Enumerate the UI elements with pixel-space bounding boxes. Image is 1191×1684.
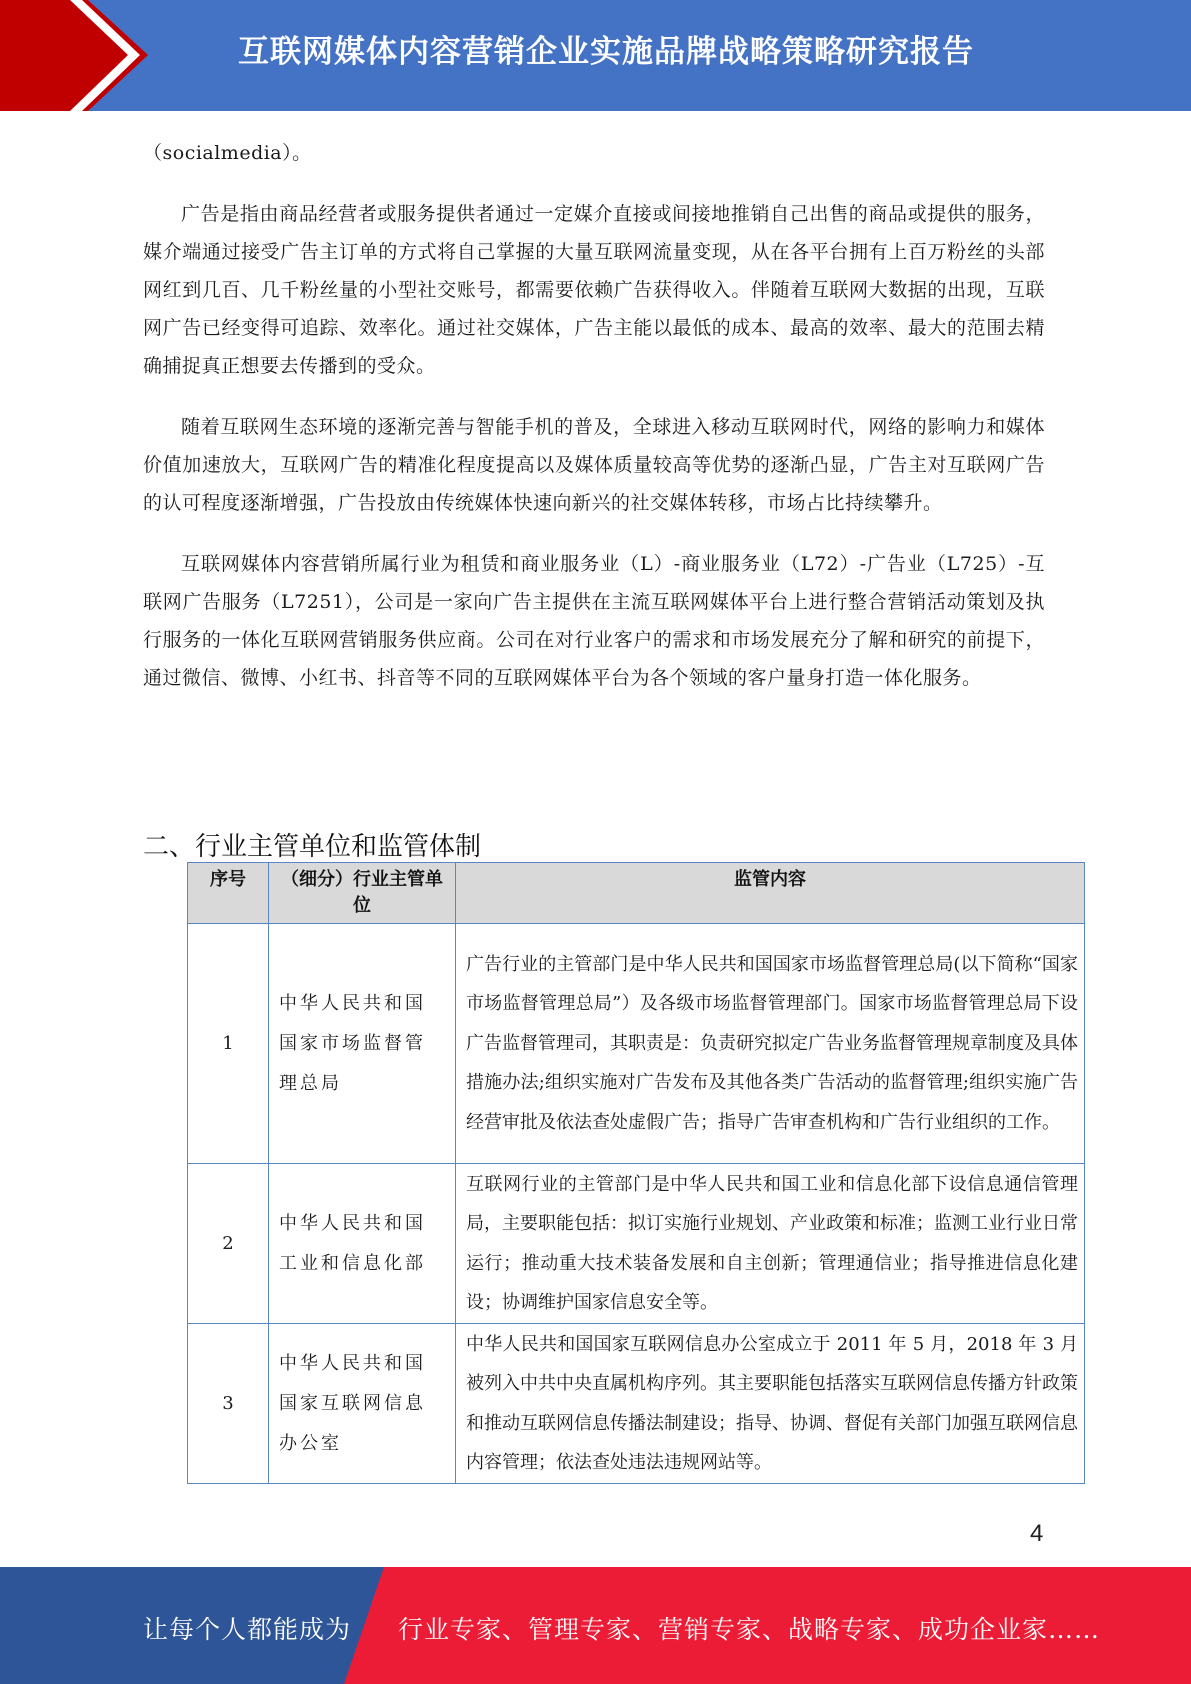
header-cell-content: 监管内容 (456, 863, 1085, 924)
footer-slogan-left: 让每个人都能成为 (143, 1615, 352, 1644)
table-header-row (188, 863, 1085, 924)
table-row (188, 1164, 1085, 1324)
page-footer (0, 1567, 1191, 1684)
paragraph-3: 互联网媒体内容营销所属行业为租赁和商业服务业（L）-商业服务业（L72）-广告业（L725）-互联网广告服务（L7251），公司是一家向广告主提供在主流互联网媒体平台上进行整合营销活动策划及执行服务的一体化互联网营销服务供应商。公司在对行业客户的需求和市场发展充分了解和研究的前提下，通过微信、微博、小红书、抖音等不同的互联网媒体平台为各个领域的客户量身打造一体化服务。 (143, 553, 1045, 689)
row-number: 3 (188, 1324, 269, 1484)
regulatory-table (187, 862, 1085, 1484)
row-content: 中华人民共和国国家互联网信息办公室成立于 2011 年 5 月，2018 年 3 月被列入中共中央直属机构序列。其主要职能包括落实互联网信息传播方针政策和推动互联网信息传播法制建设；指导、协调、督促有关部门加强互联网信息内容管理；依法查处违法违规网站等。 (456, 1324, 1085, 1484)
row-number: 2 (188, 1164, 269, 1324)
header-red-chevron (0, 0, 160, 111)
report-title: 互联网媒体内容营销企业实施品牌战略策略研究报告 (238, 34, 974, 70)
table-row (188, 1324, 1085, 1484)
row-unit: 中华人民共和国工业和信息化部 (269, 1164, 456, 1324)
row-content: 互联网行业的主管部门是中华人民共和国工业和信息化部下设信息通信管理局，主要职能包括：拟订实施行业规划、产业政策和标准；监测工业行业日常运行；推动重大技术装备发展和自主创新；管理通信业；指导推进信息化建设；协调维护国家信息安全等。 (456, 1164, 1085, 1324)
table-row (188, 924, 1085, 1164)
paragraph-2: 随着互联网生态环境的逐渐完善与智能手机的普及，全球进入移动互联网时代，网络的影响力和媒体价值加速放大，互联网广告的精准化程度提高以及媒体质量较高等优势的逐渐凸显，广告主对互联网广告的认可程度逐渐增强，广告投放由传统媒体快速向新兴的社交媒体转移，市场占比持续攀升。 (143, 416, 1045, 514)
footer-slogan-right: 行业专家、管理专家、营销专家、战略专家、成功企业家…… (398, 1615, 1101, 1644)
page-header (0, 0, 1191, 111)
paragraph-1: 广告是指由商品经营者或服务提供者通过一定媒介直接或间接地推销自己出售的商品或提供的服务，媒介端通过接受广告主订单的方式将自己掌握的大量互联网流量变现，从在各平台拥有上百万粉丝的头部网红到几百、几千粉丝量的小型社交账号，都需要依赖广告获得收入。伴随着互联网大数据的出现，互联网广告已经变得可追踪、效率化。通过社交媒体，广告主能以最低的成本、最高的效率、最大的范围去精确捕捉真正想要去传播到的受众。 (143, 203, 1045, 377)
header-cell-number: 序号 (188, 863, 269, 924)
row-content: 广告行业的主管部门是中华人民共和国国家市场监督管理总局(以下简称“国家市场监督管理总局”）及各级市场监督管理部门。国家市场监督管理总局下设广告监督管理司，其职责是：负责研究拟定广告业务监督管理规章制度及具体措施办法;组织实施对广告发布及其他各类广告活动的监督管理;组织实施广告经营审批及依法查处虚假广告；指导广告审查机构和广告行业组织的工作。 (456, 924, 1085, 1164)
header-cell-unit: （细分）行业主管单位 (269, 863, 456, 924)
row-unit: 中华人民共和国国家互联网信息办公室 (269, 1324, 456, 1484)
row-number: 1 (188, 924, 269, 1164)
page-number: 4 (1030, 1520, 1044, 1547)
section-heading: 二、行业主管单位和监管体制 (143, 832, 482, 862)
body-text (143, 134, 1045, 720)
paragraph-0: （socialmedia）。 (143, 142, 312, 164)
row-unit: 中华人民共和国国家市场监督管理总局 (269, 924, 456, 1164)
